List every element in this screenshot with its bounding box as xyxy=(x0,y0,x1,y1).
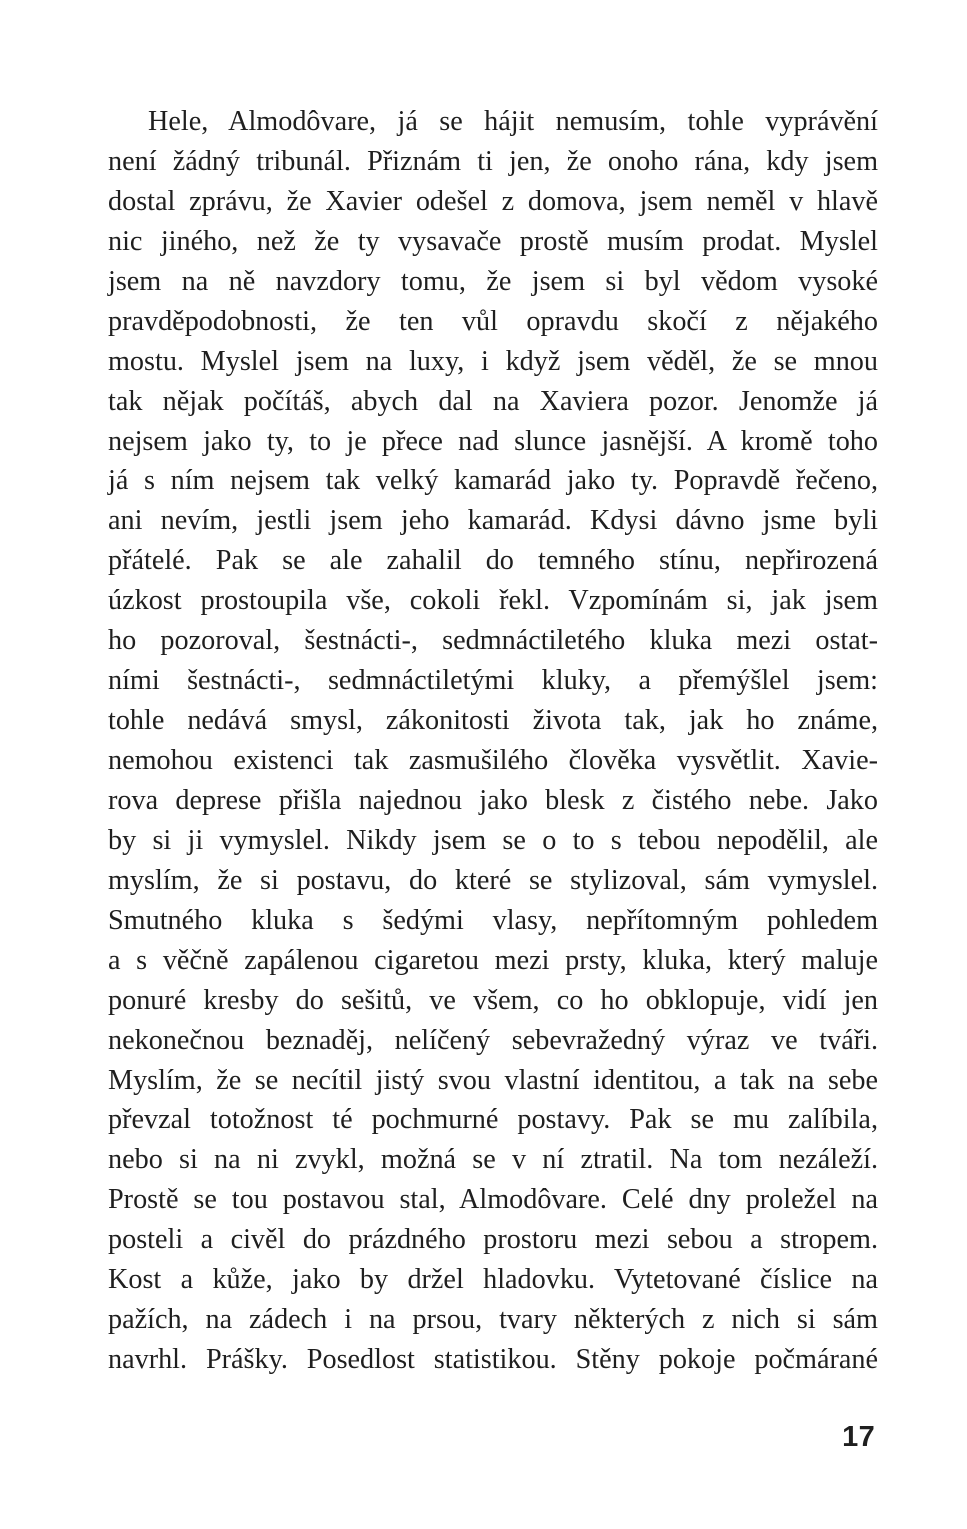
text-line: já s ním nejsem tak velký kamarád jako ty. Popravdě řečeno, xyxy=(108,465,878,497)
text-line: Smutného kluka s šedými vlasy, nepřítomným pohledem xyxy=(108,904,878,936)
text-line: tohle nedává smysl, zákonitosti života tak, jak ho známe, xyxy=(108,705,878,737)
text-line: nebo si na ni zvykl, možná se v ní ztratil. Na tom nezáleží. xyxy=(108,1144,878,1176)
text-line: není žádný tribunál. Přiznám ti jen, že onoho rána, kdy jsem xyxy=(108,145,878,177)
text-line: rova deprese přišla najednou jako blesk z čistého nebe. Jako xyxy=(108,784,878,816)
text-line: Prostě se tou postavou stal, Almodôvare. Celé dny proležel na xyxy=(108,1184,878,1216)
page-number: 17 xyxy=(842,1421,875,1453)
text-line: Myslím, že se necítil jistý svou vlastní identitou, a tak na sebe xyxy=(108,1064,878,1096)
text-line: ho pozoroval, šestnácti-, sedmnáctiletého kluka mezi ostat- xyxy=(108,625,878,657)
text-line: ponuré kresby do sešitů, ve všem, co ho obklopuje, vidí jen xyxy=(108,984,878,1016)
text-line: tak nějak počítáš, abych dal na Xaviera pozor. Jenomže já xyxy=(108,385,878,417)
text-line: mostu. Myslel jsem na luxy, i když jsem věděl, že se mnou xyxy=(108,345,878,377)
text-line: přátelé. Pak se ale zahalil do temného stínu, nepřirozená xyxy=(108,545,878,577)
text-line: a s věčně zapálenou cigaretou mezi prsty, kluka, který maluje xyxy=(108,944,878,976)
text-line: pravděpodobnosti, že ten vůl opravdu skočí z nějakého xyxy=(108,305,878,337)
text-line: úzkost prostoupila vše, cokoli řekl. Vzpomínám si, jak jsem xyxy=(108,585,878,617)
body-text xyxy=(108,102,878,1380)
text-line: převzal totožnost té pochmurné postavy. Pak se mu zalíbila, xyxy=(108,1104,878,1136)
text-line: ními šestnácti-, sedmnáctiletými kluky, a přemýšlel jsem: xyxy=(108,665,878,697)
text-line: myslím, že si postavu, do které se stylizoval, sám vymyslel. xyxy=(108,864,878,896)
text-line: pažích, na zádech i na prsou, tvary některých z nich si sám xyxy=(108,1304,878,1336)
text-line: dostal zprávu, že Xavier odešel z domova, jsem neměl v hlavě xyxy=(108,185,878,217)
text-line: nic jiného, než že ty vysavače prostě musím prodat. Myslel xyxy=(108,225,878,257)
text-line: nemohou existenci tak zasmušilého člověka vysvětlit. Xavie- xyxy=(108,745,878,776)
text-line: jsem na ně navzdory tomu, že jsem si byl vědom vysoké xyxy=(108,265,878,297)
text-line: posteli a civěl do prázdného prostoru mezi sebou a stropem. xyxy=(108,1224,878,1256)
text-line: navrhl. Prášky. Posedlost statistikou. Stěny pokoje počmárané xyxy=(108,1344,878,1376)
text-line: by si ji vymyslel. Nikdy jsem se o to s tebou nepodělil, ale xyxy=(108,824,878,856)
text-line: Kost a kůže, jako by držel hladovku. Vytetované číslice na xyxy=(108,1264,878,1296)
text-line: nekonečnou beznaděj, nelíčený sebevražedný výraz ve tváři. xyxy=(108,1024,878,1056)
text-line: ani nevím, jestli jsem jeho kamarád. Kdysi dávno jsme byli xyxy=(108,505,878,537)
text-line: nejsem jako ty, to je přece nad slunce jasnější. A kromě toho xyxy=(108,425,878,457)
text-line: Hele, Almodôvare, já se hájit nemusím, tohle vyprávění xyxy=(148,106,878,137)
